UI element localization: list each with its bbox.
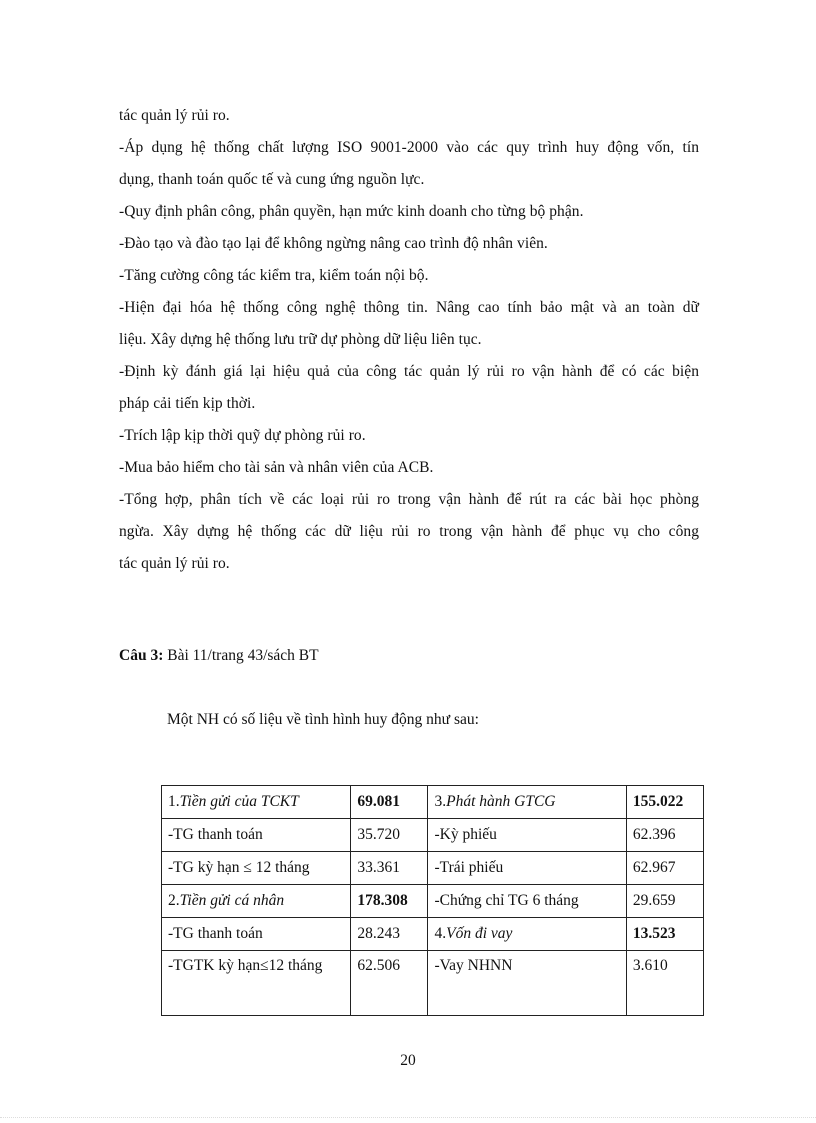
item-number: 4. bbox=[434, 925, 447, 942]
intro-text: Một NH có số liệu về tình hình huy động như sau: bbox=[167, 711, 479, 728]
table-cell: 33.361 bbox=[351, 852, 428, 885]
funding-table bbox=[161, 785, 704, 1016]
table-cell: 178.308 bbox=[351, 885, 428, 918]
table-cell: 29.659 bbox=[626, 885, 703, 918]
body-line-11: -Trích lập kịp thời quỹ dự phòng rủi ro. bbox=[119, 427, 366, 444]
category-label: Phát hành GTCG bbox=[446, 793, 556, 810]
table-cell: -Chứng chỉ TG 6 tháng bbox=[428, 885, 626, 918]
item-number: 2. bbox=[168, 892, 180, 909]
table-cell: 62.506 bbox=[351, 951, 428, 1016]
body-text bbox=[119, 100, 699, 580]
body-line-7: -Hiện đại hóa hệ thống công nghệ thông tin. Nâng cao tính bảo mật và an toàn dữ bbox=[119, 299, 699, 316]
table-cell: 35.720 bbox=[351, 819, 428, 852]
category-label: Tiền gửi cá nhân bbox=[179, 892, 285, 909]
table-cell bbox=[162, 885, 351, 918]
table-cell: 13.523 bbox=[626, 918, 703, 951]
table-cell: 62.396 bbox=[626, 819, 703, 852]
body-line-4: -Quy định phân công, phân quyền, hạn mức kinh doanh cho từng bộ phận. bbox=[119, 203, 584, 220]
table-row bbox=[162, 852, 704, 885]
table-cell: -TG kỳ hạn ≤ 12 tháng bbox=[162, 852, 351, 885]
table-cell: 3.610 bbox=[626, 951, 703, 1016]
body-line-14: ngừa. Xây dựng hệ thống các dữ liệu rủi ro trong vận hành để phục vụ cho công bbox=[119, 523, 699, 540]
table-cell: 155.022 bbox=[626, 786, 703, 819]
item-number: 1. bbox=[168, 793, 180, 810]
table-cell bbox=[428, 918, 626, 951]
page-number: 20 bbox=[400, 1052, 416, 1069]
body-line-9: -Định kỳ đánh giá lại hiệu quả của công tác quản lý rủi ro vận hành để có các biện bbox=[119, 363, 699, 380]
table-cell: -Vay NHNN bbox=[428, 951, 626, 1016]
table-cell: -TGTK kỳ hạn≤12 tháng bbox=[162, 951, 351, 1016]
table-cell: -Kỳ phiếu bbox=[428, 819, 626, 852]
table-cell: 69.081 bbox=[351, 786, 428, 819]
table-cell: 62.967 bbox=[626, 852, 703, 885]
body-line-13: -Tổng hợp, phân tích về các loại rủi ro trong vận hành để rút ra các bài học phòng bbox=[119, 491, 699, 508]
body-line-1: tác quản lý rủi ro. bbox=[119, 107, 230, 124]
body-line-5: -Đào tạo và đào tạo lại để không ngừng nâng cao trình độ nhân viên. bbox=[119, 235, 548, 252]
body-line-3: dụng, thanh toán quốc tế và cung ứng nguồn lực. bbox=[119, 171, 425, 188]
table-row bbox=[162, 786, 704, 819]
table-row bbox=[162, 918, 704, 951]
body-line-15: tác quản lý rủi ro. bbox=[119, 555, 230, 572]
category-label: Tiền gửi của TCKT bbox=[179, 793, 299, 810]
item-number: 3. bbox=[434, 793, 447, 810]
table-cell: -TG thanh toán bbox=[162, 819, 351, 852]
table-cell bbox=[162, 786, 351, 819]
table-cell: -Trái phiếu bbox=[428, 852, 626, 885]
category-label: Vốn đi vay bbox=[446, 925, 513, 942]
question-text: Bài 11/trang 43/sách BT bbox=[163, 647, 319, 664]
question-heading bbox=[119, 644, 319, 668]
page-bottom-divider bbox=[0, 1117, 816, 1118]
body-line-2: -Áp dụng hệ thống chất lượng ISO 9001-2000 vào các quy trình huy động vốn, tín bbox=[119, 139, 699, 156]
table-row bbox=[162, 885, 704, 918]
body-line-12: -Mua bảo hiểm cho tài sản và nhân viên của ACB. bbox=[119, 459, 434, 476]
table-cell: 28.243 bbox=[351, 918, 428, 951]
question-label: Câu 3: bbox=[119, 647, 164, 664]
table-row bbox=[162, 819, 704, 852]
table-row bbox=[162, 951, 704, 1016]
body-line-10: pháp cải tiến kịp thời. bbox=[119, 395, 256, 412]
body-line-6: -Tăng cường công tác kiểm tra, kiểm toán nội bộ. bbox=[119, 267, 429, 284]
table-cell: -TG thanh toán bbox=[162, 918, 351, 951]
body-line-8: liệu. Xây dựng hệ thống lưu trữ dự phòng dữ liệu liên tục. bbox=[119, 331, 482, 348]
table-cell bbox=[428, 786, 626, 819]
